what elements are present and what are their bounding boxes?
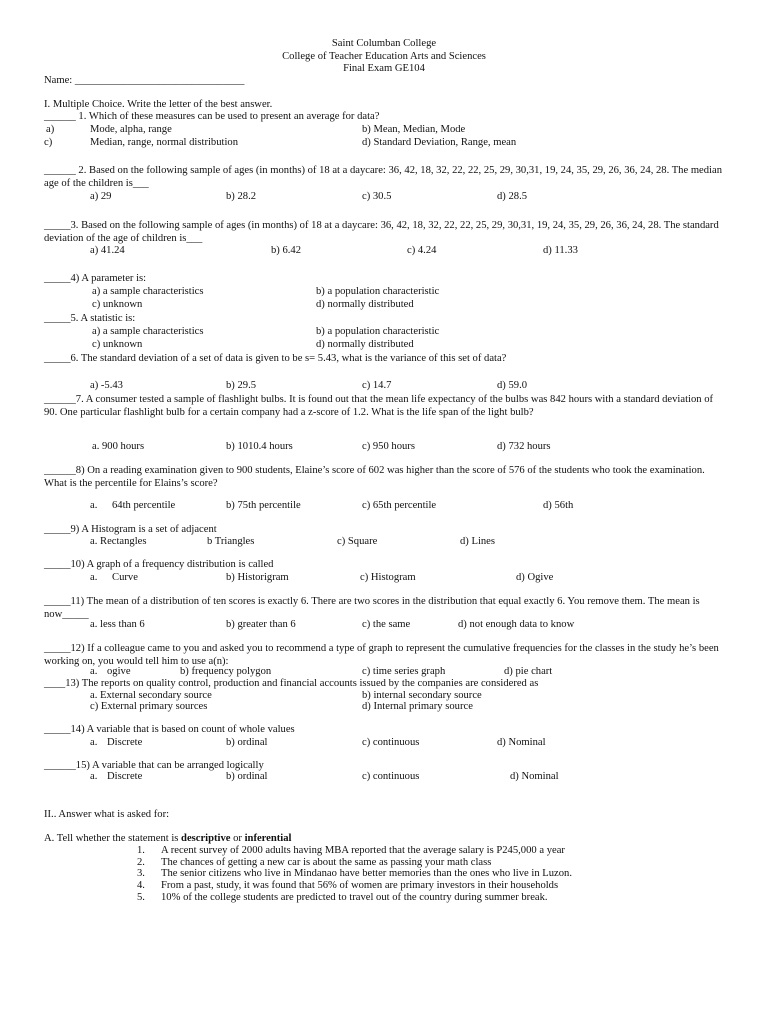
college-name: College of Teacher Education Arts and Sciences bbox=[282, 51, 486, 62]
question-stem: ____13) The reports on quality control, production and financial accounts issued by the companies are considered as bbox=[44, 678, 539, 689]
choice: d) Nominal bbox=[497, 737, 546, 748]
choice: d) normally distributed bbox=[316, 299, 414, 310]
question-stem: _____4) A parameter is: bbox=[44, 273, 147, 284]
choice: d) pie chart bbox=[504, 666, 553, 677]
choice: d) Nominal bbox=[510, 771, 559, 782]
choice: c) continuous bbox=[362, 771, 420, 782]
choice: Discrete bbox=[107, 737, 143, 748]
name-field[interactable]: Name: ________________________________ bbox=[44, 75, 245, 86]
question-stem: _____6. The standard deviation of a set of data is given to be s= 5.43, what is the variance of this set of data? bbox=[44, 353, 507, 364]
choice: b) 1010.4 hours bbox=[226, 441, 293, 452]
choice: c) unknown bbox=[92, 299, 143, 310]
choice: a. less than 6 bbox=[90, 619, 145, 630]
choice: a) a sample characteristics bbox=[92, 326, 204, 337]
choice: a. bbox=[90, 666, 98, 677]
item-text: The senior citizens who live in Mindanao have better memories than the ones who live in Luzon. bbox=[161, 868, 572, 879]
question-stem: _____10) A graph of a frequency distribution is called bbox=[44, 559, 274, 570]
choice: d) Ogive bbox=[516, 572, 554, 583]
choice: c) Histogram bbox=[360, 572, 416, 583]
choice: b) frequency polygon bbox=[180, 666, 272, 677]
choice: a) bbox=[46, 124, 55, 135]
question-stem: _____14) A variable that is based on count of whole values bbox=[44, 724, 295, 735]
question-stem: _____5. A statistic is: bbox=[44, 313, 136, 324]
choice: d) 732 hours bbox=[497, 441, 551, 452]
choice: d) Standard Deviation, Range, mean bbox=[362, 137, 517, 148]
choice: 64th percentile bbox=[112, 500, 176, 511]
choice: Median, range, normal distribution bbox=[90, 137, 238, 148]
question-stem: _____12) If a colleague came to you and asked you to recommend a type of graph to represent the cumulative frequencies for the classes in the study he’s been working on, you would tell him to use a(n): bbox=[44, 643, 719, 667]
choice: d) 28.5 bbox=[497, 191, 528, 202]
item-text: A recent survey of 2000 adults having MBA reported that the average salary is P245,000 a year bbox=[161, 845, 565, 856]
choice: c) bbox=[44, 137, 53, 148]
part2-instruction: A. Tell whether the statement is descriptive or inferential bbox=[44, 833, 292, 844]
exam-title: Final Exam GE104 bbox=[343, 63, 425, 74]
choice: d) Lines bbox=[460, 536, 496, 547]
choice: b) internal secondary source bbox=[362, 690, 482, 701]
choice: b) a population characteristic bbox=[316, 326, 440, 337]
choice: a. Rectangles bbox=[90, 536, 147, 547]
choice: b) a population characteristic bbox=[316, 286, 440, 297]
choice: d) normally distributed bbox=[316, 339, 414, 350]
choice: a) 29 bbox=[90, 191, 112, 202]
part1-instruction: I. Multiple Choice. Write the letter of the best answer. bbox=[44, 99, 273, 110]
choice: c) unknown bbox=[92, 339, 143, 350]
item-number: 3. bbox=[137, 868, 145, 879]
choice: Discrete bbox=[107, 771, 143, 782]
choice: b) 28.2 bbox=[226, 191, 257, 202]
question-stem: _____3. Based on the following sample of ages (in months) of 18 at a daycare: 36, 42, 18, 32, 22, 22, 25, 29, 30,31, 19, 24, 35, 29, 26, 36, 24, 28. The standard deviation of the age of children is___ bbox=[44, 220, 719, 244]
choice: c) 14.7 bbox=[362, 380, 392, 391]
choice: c) 950 hours bbox=[362, 441, 415, 452]
choice: Mode, alpha, range bbox=[90, 124, 172, 135]
question-stem: ______ 2. Based on the following sample of ages (in months) of 18 at a daycare: 36, 42, 18, 32, 22, 22, 25, 29, 30,31, 19, 24, 35, 29, 26, 36, 24, 28. The median age of the children is___ bbox=[44, 165, 722, 189]
choice: c) 30.5 bbox=[362, 191, 392, 202]
choice: b) ordinal bbox=[226, 737, 268, 748]
choice: b) 29.5 bbox=[226, 380, 257, 391]
choice: c) 65th percentile bbox=[362, 500, 437, 511]
choice: d) Internal primary source bbox=[362, 701, 473, 712]
choice: b) Mean, Median, Mode bbox=[362, 124, 466, 135]
choice: b) Historigram bbox=[226, 572, 289, 583]
choice: a. bbox=[90, 500, 98, 511]
choice: c) 4.24 bbox=[407, 245, 437, 256]
item-number: 4. bbox=[137, 880, 145, 891]
item-text: 10% of the college students are predicted to travel out of the country during summer break. bbox=[161, 892, 548, 903]
choice: c) time series graph bbox=[362, 666, 446, 677]
question-stem: _____11) The mean of a distribution of ten scores is exactly 6. There are two scores in the distribution that equal exactly 6. You remove them. The mean is now_____ bbox=[44, 596, 700, 620]
choice: a. bbox=[90, 771, 98, 782]
item-text: The chances of getting a new car is about the same as passing your math class bbox=[161, 857, 492, 868]
question-stem: ______7. A consumer tested a sample of flashlight bulbs. It is found out that the mean life expectancy of the bulbs was 842 hours with a standard deviation of 90. One particular flashlight bulb for a certain company had a z-score of 1.2. What is the life span of the light bulb? bbox=[44, 394, 714, 418]
question-stem: ______15) A variable that can be arranged logically bbox=[44, 760, 264, 771]
choice: d) 11.33 bbox=[543, 245, 578, 256]
choice: d) not enough data to know bbox=[458, 619, 575, 630]
choice: a) a sample characteristics bbox=[92, 286, 204, 297]
item-number: 2. bbox=[137, 857, 145, 868]
item-number: 5. bbox=[137, 892, 145, 903]
question-stem: ______8) On a reading examination given to 900 students, Elaine’s score of 602 was higher than the score of 576 of the students who took the examination. What is the percentile for Elains’s score? bbox=[44, 465, 705, 489]
choice: b) greater than 6 bbox=[226, 619, 296, 630]
item-number: 1. bbox=[137, 845, 145, 856]
choice: a. 900 hours bbox=[92, 441, 145, 452]
choice: a) 41.24 bbox=[90, 245, 125, 256]
choice: b) ordinal bbox=[226, 771, 268, 782]
choice: d) 59.0 bbox=[497, 380, 528, 391]
question-stem: ______ 1. Which of these measures can be used to present an average for data? bbox=[44, 111, 380, 122]
part2-heading: II.. Answer what is asked for: bbox=[44, 809, 170, 820]
choice: Curve bbox=[112, 572, 138, 583]
choice: b) 75th percentile bbox=[226, 500, 301, 511]
choice: c) the same bbox=[362, 619, 411, 630]
choice: a. External secondary source bbox=[90, 690, 212, 701]
choice: a. bbox=[90, 572, 98, 583]
choice: c) continuous bbox=[362, 737, 420, 748]
item-text: From a past, study, it was found that 56% of women are primary investors in their households bbox=[161, 880, 559, 891]
question-stem: _____9) A Histogram is a set of adjacent bbox=[44, 524, 217, 535]
choice: ogive bbox=[107, 666, 131, 677]
school-name: Saint Columban College bbox=[331, 38, 437, 49]
choice: d) 56th bbox=[543, 500, 574, 511]
choice: a. bbox=[90, 737, 98, 748]
choice: c) External primary sources bbox=[90, 701, 208, 712]
choice: b Triangles bbox=[207, 536, 255, 547]
choice: a) -5.43 bbox=[90, 380, 123, 391]
choice: b) 6.42 bbox=[271, 245, 302, 256]
choice: c) Square bbox=[337, 536, 378, 547]
